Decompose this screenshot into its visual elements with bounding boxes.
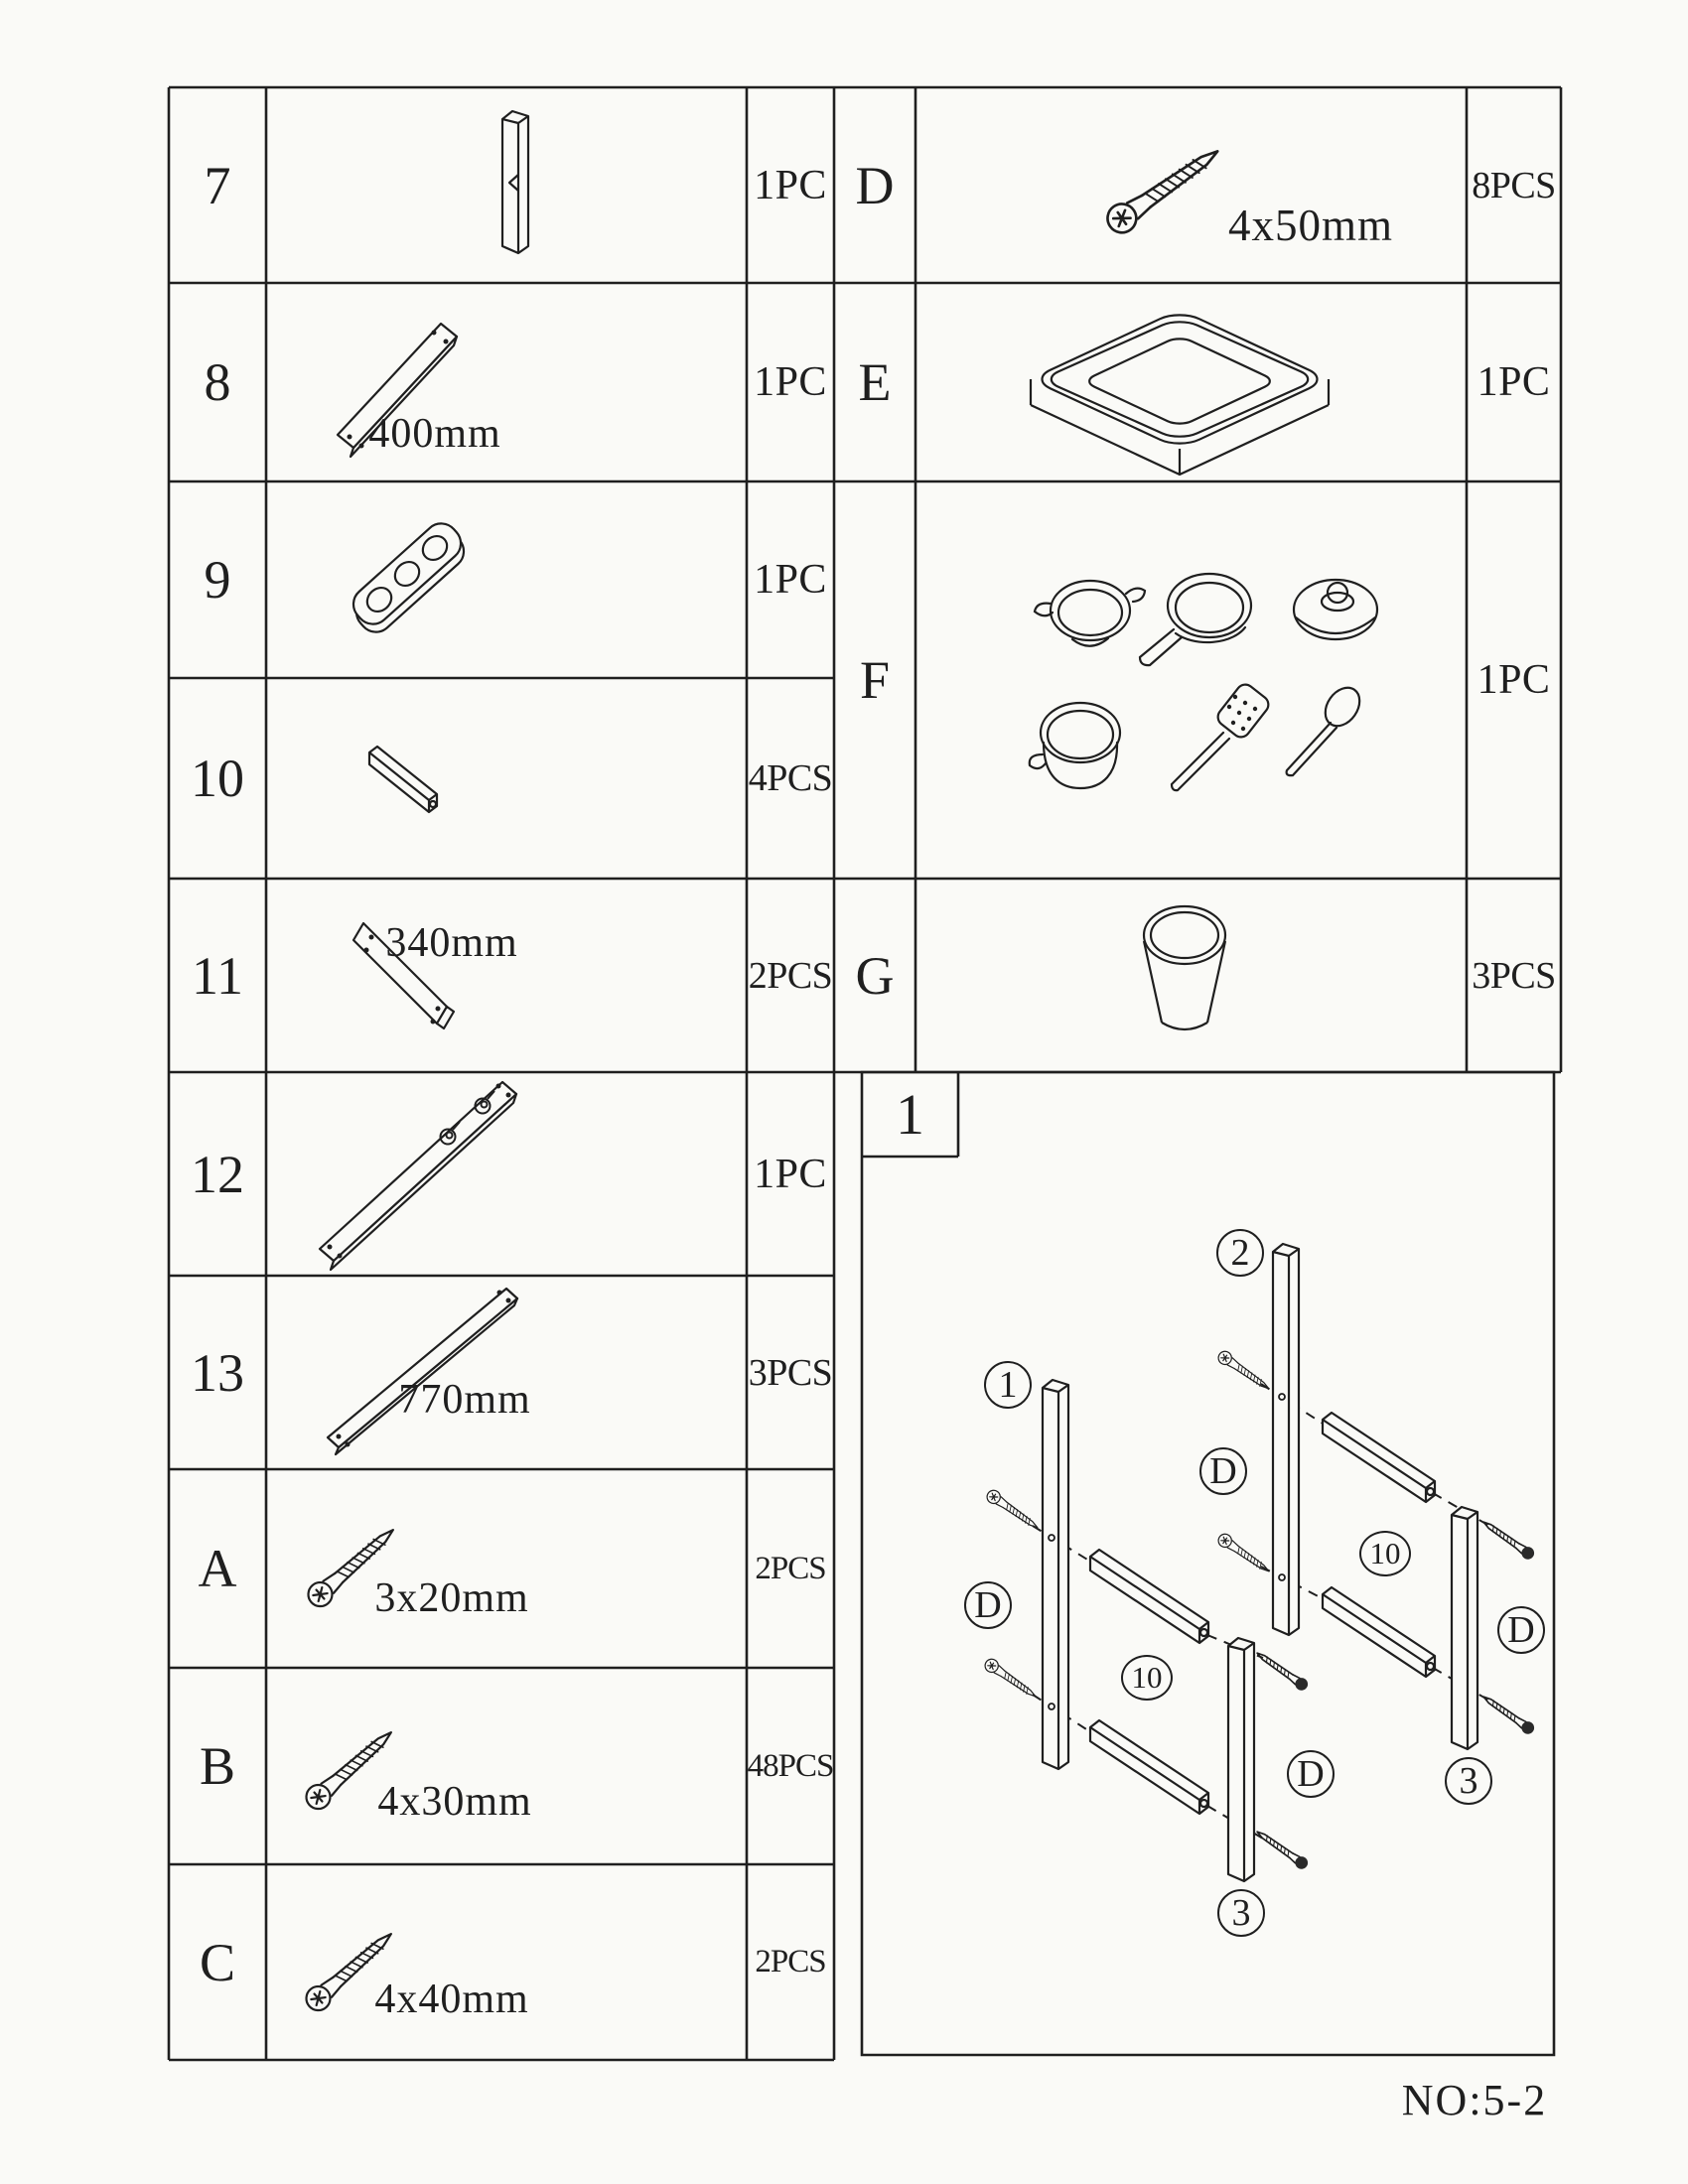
part-9-id: 9 xyxy=(204,550,231,610)
part-8-dimension: 400mm xyxy=(368,411,501,457)
post-3-icon xyxy=(1452,1507,1477,1749)
pot-icon xyxy=(1030,703,1120,788)
rail-10-icon xyxy=(1323,1587,1435,1677)
part-11-dimension: 340mm xyxy=(385,920,518,966)
part-9-qty: 1PC xyxy=(754,557,827,603)
rail-10-icon xyxy=(1090,1550,1208,1643)
part-G-icon xyxy=(1144,906,1225,1029)
part-A-qty: 2PCS xyxy=(755,1550,826,1586)
part-E-id: E xyxy=(858,352,892,412)
callout-part-10: 10 xyxy=(1121,1655,1173,1701)
post-1-icon xyxy=(1043,1380,1068,1769)
part-C-qty: 2PCS xyxy=(755,1944,826,1979)
saucepan-icon xyxy=(1140,574,1251,665)
part-F-icon xyxy=(1030,574,1377,790)
part-10-qty: 4PCS xyxy=(748,757,833,799)
part-13-qty: 3PCS xyxy=(748,1351,833,1394)
post-3-icon xyxy=(1228,1638,1254,1881)
step-number: 1 xyxy=(896,1082,924,1147)
part-F-qty: 1PC xyxy=(1477,657,1551,703)
part-10-id: 10 xyxy=(191,749,244,808)
screw-D-icon xyxy=(983,1657,1040,1703)
assembly-dashed-lines xyxy=(1033,1384,1489,1839)
callout-part-3: 3 xyxy=(1217,1889,1265,1937)
callout-part-1: 1 xyxy=(984,1361,1032,1409)
part-8-qty: 1PC xyxy=(754,359,827,405)
part-7-id: 7 xyxy=(204,155,231,215)
part-C-id: C xyxy=(199,1932,236,1992)
screw-D-icon xyxy=(1254,1828,1309,1870)
part-11-qty: 2PCS xyxy=(748,954,833,997)
part-B-id: B xyxy=(199,1736,236,1796)
page-number: NO:5-2 xyxy=(1401,2075,1548,2124)
part-13-id: 13 xyxy=(191,1342,244,1403)
screw-D-icon xyxy=(1216,1532,1273,1577)
part-E-qty: 1PC xyxy=(1477,359,1551,405)
callout-screw-D: D xyxy=(1497,1606,1545,1654)
spoon-icon xyxy=(1287,681,1367,775)
screw-D-icon xyxy=(1216,1349,1273,1395)
callout-part-10: 10 xyxy=(1359,1531,1411,1576)
post-2-icon xyxy=(1273,1244,1299,1635)
part-9-icon xyxy=(347,516,471,638)
rail-10-icon xyxy=(1323,1413,1435,1502)
part-G-id: G xyxy=(855,945,895,1006)
part-12-icon xyxy=(320,1082,516,1270)
pot-icon xyxy=(1035,581,1145,646)
part-10-icon xyxy=(369,747,437,812)
spatula-icon xyxy=(1172,681,1272,790)
screw-D-icon xyxy=(1480,1693,1535,1735)
part-13-dimension: 770mm xyxy=(398,1377,531,1423)
part-A-dimension: 3x20mm xyxy=(374,1575,529,1621)
part-D-dimension: 4x50mm xyxy=(1227,201,1393,250)
part-F-id: F xyxy=(859,650,891,710)
part-A-id: A xyxy=(198,1539,237,1598)
part-8-id: 8 xyxy=(204,352,231,412)
screw-D-icon xyxy=(1254,1649,1309,1692)
part-D-id: D xyxy=(855,155,895,215)
part-C-dimension: 4x40mm xyxy=(374,1977,529,2022)
lid-icon xyxy=(1294,580,1377,639)
part-12-id: 12 xyxy=(191,1144,244,1204)
screw-D-icon xyxy=(1480,1518,1535,1561)
part-13-icon xyxy=(328,1289,517,1454)
part-B-dimension: 4x30mm xyxy=(377,1779,532,1825)
callout-part-2: 2 xyxy=(1216,1229,1264,1277)
part-12-qty: 1PC xyxy=(754,1151,827,1197)
screw-D-icon xyxy=(985,1488,1042,1534)
callout-screw-D: D xyxy=(1287,1750,1335,1798)
part-E-icon xyxy=(1031,310,1329,475)
callout-screw-D: D xyxy=(964,1581,1012,1629)
callout-part-3: 3 xyxy=(1445,1757,1492,1805)
part-B-qty: 48PCS xyxy=(747,1747,834,1784)
part-G-qty: 3PCS xyxy=(1472,954,1556,997)
part-D-qty: 8PCS xyxy=(1472,164,1556,206)
part-7-qty: 1PC xyxy=(754,162,827,208)
part-11-id: 11 xyxy=(192,945,243,1006)
rail-10-icon xyxy=(1090,1720,1208,1814)
part-7-icon xyxy=(502,111,528,253)
step-panel-border xyxy=(862,1072,1554,2055)
callout-screw-D: D xyxy=(1199,1447,1247,1495)
